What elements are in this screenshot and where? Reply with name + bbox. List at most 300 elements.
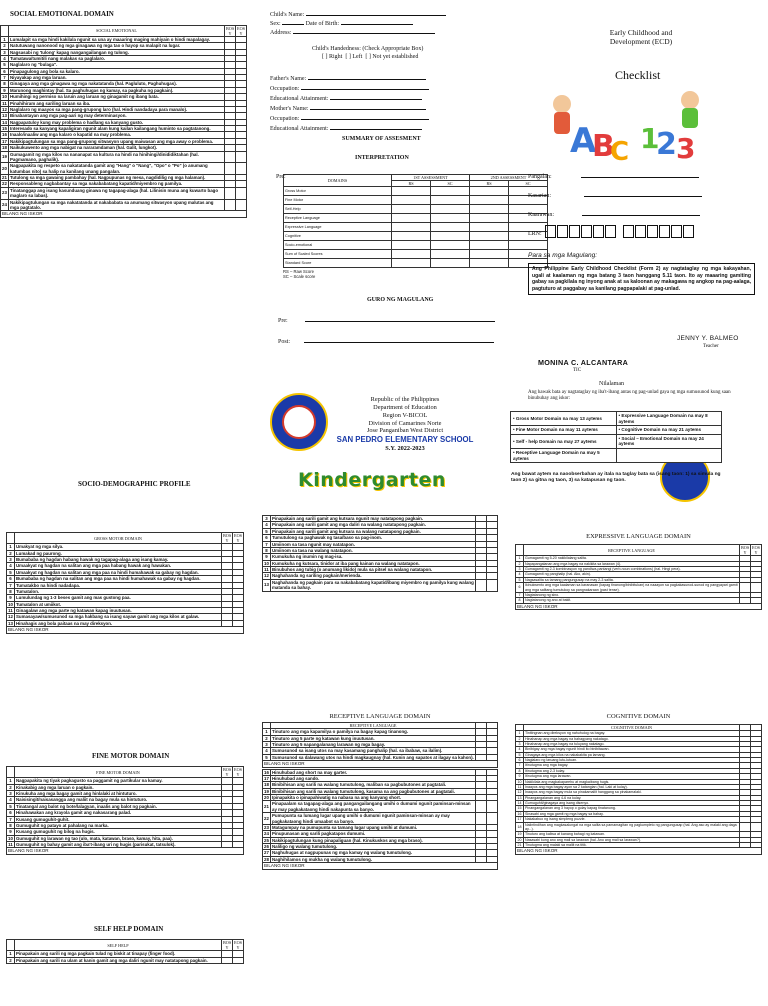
item-text: Naghuhugas at nagpupunas ng mga kamay ng walang tumutulong. [271, 850, 476, 856]
item-text: Hinahawakan ang krayola gamit ang nakasarang palad. [15, 810, 222, 816]
para-magulang: Para sa mga Magulang: [528, 252, 598, 259]
score-cell[interactable] [470, 232, 509, 241]
item-text: Humihingi ng permiso na laruin ang laruan ng ginagamit ng ibang bata. [9, 94, 225, 100]
bos-checkbox[interactable] [225, 163, 236, 175]
item-text: Gumagamit ng 5-20 nakikilalang salita. [524, 556, 740, 561]
svg-text:C: C [610, 137, 630, 162]
item-number: 2 [7, 550, 15, 556]
item-number: 4 [263, 522, 271, 528]
eos-checkbox[interactable] [236, 151, 247, 163]
score-cell[interactable] [470, 241, 509, 250]
item-text: Responsableng nagbabantay sa mga nakababatang kapatid/miyembro ng pamilya. [9, 181, 225, 187]
item-text: Ipinapakita o ipinapahiwatig na nabasa na ang kanyang short. [271, 795, 476, 801]
summary-row [284, 232, 548, 241]
father-education-field[interactable] [330, 99, 422, 100]
score-cell[interactable] [431, 232, 470, 241]
expressive-title: EXPRESSIVE LANGUAGE DOMAIN [586, 533, 691, 540]
score-cell[interactable] [431, 259, 470, 268]
summary-title: SUMMARY OF ASSESMENT [342, 136, 421, 142]
item-number: 19 [1, 151, 9, 163]
eos-checkbox[interactable] [751, 822, 762, 832]
bosy-header: BOS Y [223, 940, 232, 951]
lrn-digit-box[interactable] [683, 225, 694, 238]
item-number: 3 [7, 791, 15, 797]
score-cell[interactable] [431, 187, 470, 196]
eos-checkbox[interactable] [233, 620, 244, 626]
lrn-digit-box[interactable] [581, 225, 592, 238]
mother-occupation-field[interactable] [301, 119, 429, 120]
eosy-header: EOS Y [752, 545, 760, 556]
item-text: Hinuhubad ang short na may garter. [271, 769, 476, 775]
score-cell[interactable] [392, 250, 431, 259]
item-text: Kinukuha ang mga bagay gamit ang hinlalaki at hintuturo. [15, 791, 222, 797]
mothers-name-label: Mother's Name: [270, 106, 309, 112]
item-number: 11 [8, 608, 13, 613]
summary-domain: Standard Score [284, 259, 392, 268]
item-number: 9 [1, 87, 9, 93]
post-signature-label: Post: [278, 339, 291, 345]
receptive-footer: BILANG NG ISKOR [262, 761, 498, 768]
table-row [7, 842, 244, 848]
eos-checkbox[interactable] [487, 856, 498, 862]
item-text: Nagpapatuloy kung may problema o hadlang sa kanyang gusto. [9, 119, 225, 125]
item-text: Sinasabi ang mga gamit ng mga bagay sa bahay. [524, 811, 740, 816]
item-text: Nagsasabi ng 'tulong' kapag nangangailangan ng tulong. [9, 49, 225, 55]
bos-checkbox[interactable] [225, 151, 236, 163]
item-number: 3 [516, 567, 524, 572]
hand-right-checkbox[interactable]: [ ] Right [322, 54, 343, 60]
item-number: 5 [263, 754, 271, 760]
item-text: Naghahanda ng sariling pagkain/merienda. [271, 573, 476, 579]
eos-checkbox[interactable] [487, 754, 498, 760]
item-text: Hinuhubad ang sando. [271, 775, 476, 781]
score-cell[interactable] [392, 196, 431, 205]
score-cell[interactable] [431, 214, 470, 223]
item-number: 3 [7, 557, 15, 563]
bosy-header: BOS Y [226, 25, 235, 36]
father-occupation-field[interactable] [301, 89, 429, 90]
item-number: 18 [2, 145, 7, 151]
item-number: 15 [517, 806, 522, 811]
pre-signature-field[interactable] [305, 321, 495, 322]
lrn-digit-box[interactable] [659, 225, 670, 238]
item-text: Gumuguhit ng patayo at pahalang na marka. [15, 822, 222, 828]
fine-motor-table [6, 766, 244, 848]
score-cell[interactable] [392, 259, 431, 268]
item-text: Bumababa ng hagdan habang hawak ng tagapag-alaga ang isang kamay. [15, 557, 222, 563]
item-text: Umakyat ng mga silya. [15, 544, 222, 550]
gross-footer: BILANG NG ISKOR [6, 627, 244, 634]
domain-count-cell [511, 426, 617, 435]
table-row [1, 36, 247, 42]
mothers-name-field[interactable] [310, 109, 426, 110]
item-text: Nagsasalita sa tamang pangungusap na may 2-3 salita. [524, 577, 740, 582]
domain-count-cell [616, 412, 722, 426]
table-row [1, 199, 247, 211]
eos-checkbox[interactable] [487, 579, 498, 591]
score-cell[interactable] [470, 259, 509, 268]
para-text-box: Ang Philippine Early Childhood Checklist (Form 2) ay nagtataglay ng mga kakayahan, ugali at kaalaman ng mga batang 3 taon hanggang 5.11 taon. Ito ay maaaring gamiting gabay sa pagkilala ng inyong anak at sa kaloonan ay makagawa ng angkop na pag-aalaga, pagtuturo at paggabay sa kanilang pagpapalaki at pag-unlad. [528, 263, 755, 295]
score-cell[interactable] [392, 232, 431, 241]
bos-checkbox[interactable] [476, 754, 487, 760]
item-number: 21 [263, 801, 271, 813]
score-cell[interactable] [431, 196, 470, 205]
lrn-boxes[interactable] [545, 225, 695, 238]
item-number: 18 [264, 782, 269, 788]
score-cell[interactable] [431, 250, 470, 259]
pangalan-field[interactable] [581, 177, 699, 178]
receptive-header: RECEPTIVE LANGUAGE [271, 723, 476, 729]
domain-count-text: Expressive Language Domain na may 8 aytems [618, 413, 708, 424]
item-number: 17 [517, 817, 522, 822]
item-text: Tumatawa/tumitili nang malakas sa paglalaro. [9, 55, 225, 61]
item-text: Umaakyat ng hagdan na salitan ang mga paa habang hawak ang hawakan. [15, 563, 222, 569]
self-help-panel [6, 939, 244, 964]
summary-row [284, 223, 548, 232]
second-assessment-header: 2ND ASSESSMENT [470, 175, 548, 181]
item-text: Tinuturo ang kaliwa at kanang bahagi ng katawan. [524, 832, 740, 837]
score-cell[interactable] [470, 214, 509, 223]
item-number: 8 [263, 547, 271, 553]
item-text: Gumagamit ng mga kilos na nananapat sa kultura na hindi na hinihingi/dinididiktahan (hal. Pagmamano, paghalik). [9, 151, 225, 163]
item-text: Kumukuha ng kutsara, tinidor at iba pang kainan na walang natatapon. [271, 560, 476, 566]
item-number: 11 [2, 100, 7, 106]
score-cell[interactable] [431, 223, 470, 232]
score-cell[interactable] [431, 241, 470, 250]
rs-header: RS [392, 181, 431, 187]
item-number: 4 [7, 563, 15, 569]
item-text: Gumuguhit ng larawan ng tao (ulo, mata, katawan, braso, kamay, hita, paa). [15, 835, 222, 841]
svg-text:1: 1 [640, 122, 660, 155]
item-text: Pinangangalanan ang 4-6 na kulay. [524, 795, 740, 800]
item-text: Naiintindihan ang magkasalungat na mga salita sa pamamagitan ng pagkumpleto ng pangungusap (hal. Ang aso ay malaki ang daga ay...). [524, 822, 740, 832]
lrn-digit-box[interactable] [569, 225, 580, 238]
bullet-icon: • [618, 427, 622, 433]
item-text: Kinakabig ang mga laruan o pagkain. [15, 784, 222, 790]
domain-count-table [510, 411, 722, 463]
school-header [300, 396, 510, 453]
item-text: Natutuwang nanonood ng mga ginagawa ng mga tao o hayop sa malapit na lugar. [9, 43, 225, 49]
bosy-header: BOS Y [741, 545, 750, 556]
item-number: 2 [263, 735, 271, 741]
item-text: Sumusunod sa isang utos na may kasamang panghalip (hal. sa ibabaw, sa ilalim). [271, 748, 476, 754]
summary-row [284, 187, 548, 196]
rs-note: RS – Raw Score [283, 269, 314, 275]
bos-checkbox[interactable] [740, 843, 751, 848]
self-help-cont2-table [262, 769, 498, 864]
item-number: 6 [7, 576, 15, 582]
domain-count-cell [616, 426, 722, 435]
table-row [1, 163, 247, 175]
rs-header: RS [470, 181, 509, 187]
item-text: Pinapakain ang sarili gamit ang kutsara ngunit may natatapong pagkain. [271, 516, 476, 522]
eos-checkbox[interactable] [236, 187, 247, 199]
item-number: 5 [7, 803, 15, 809]
lrn-digit-box[interactable] [647, 225, 658, 238]
item-text: Naghahanda ng pagkain para sa nakababatang kapatid/ibang miyembro ng pamilya kung walang matanda sa bahay. [272, 579, 474, 591]
domain-count-cell [511, 434, 617, 448]
score-cell[interactable] [470, 205, 509, 214]
eos-checkbox[interactable] [487, 813, 498, 825]
item-number: 13 [517, 795, 522, 800]
item-text: Tinuturo ang mga kapamilya o pamilya na bagay kapag tinanong. [271, 729, 476, 735]
table-row [7, 620, 244, 626]
score-cell[interactable] [392, 214, 431, 223]
summary-row [284, 214, 548, 223]
score-cell[interactable] [392, 205, 431, 214]
score-cell[interactable] [392, 187, 431, 196]
item-number: 13 [263, 579, 271, 591]
bos-checkbox[interactable] [740, 822, 751, 832]
item-text: Tinuturo ang 5 napangalanang larawan ng mga bagay. [271, 741, 476, 747]
score-cell[interactable] [431, 205, 470, 214]
item-number: 5 [263, 528, 271, 534]
fathers-name-label: Father's Name: [270, 76, 307, 82]
bullet-icon: • [513, 438, 516, 444]
lrn-digit-box[interactable] [593, 225, 604, 238]
domain-count-cell [511, 412, 617, 426]
item-text: Pinangangalanan ang 3 hayop o gulay kapag tinatanong. [524, 806, 740, 811]
table-row [1, 126, 247, 132]
item-number: 19 [517, 832, 522, 837]
item-text: Hinahanap ang mga bagay na tuluyang nakatago. [524, 741, 740, 746]
lrn-digit-box[interactable] [635, 225, 646, 238]
item-number: 7 [7, 816, 15, 822]
lrn-digit-box[interactable] [605, 225, 616, 238]
item-number: 2 [516, 561, 524, 566]
score-cell[interactable] [470, 187, 509, 196]
kasarian-field[interactable] [584, 196, 702, 197]
bosy-header: BOS Y [223, 767, 232, 778]
table-row [516, 843, 762, 848]
cognitive-panel [515, 724, 762, 855]
domain-count-text: Gross Motor Domain na may 13 aytems [515, 415, 602, 421]
eosy-header: EOS Y [234, 767, 242, 778]
item-number: 4 [516, 747, 524, 752]
summary-domain: Expressive Language [284, 223, 392, 232]
eosy-header: EOS Y [234, 533, 242, 544]
eos-checkbox[interactable] [751, 583, 762, 593]
item-text: Nasasabi kung ano ang mali sa larawan (hal. Ano ang mali sa larawan?). [524, 837, 740, 842]
bos-checkbox[interactable] [740, 583, 751, 593]
item-text: Pinapakain ang sarili gamit ang kutsara na walang natatapong pagkain. [271, 528, 476, 534]
item-text: Binibihisan ang sarili na walang tumutulong, kasama na ang pagbubutones at pagtatali. [271, 788, 476, 794]
hand-left-checkbox[interactable]: [ ] Left [345, 54, 363, 60]
deped-text: Department of Education [373, 403, 437, 411]
social-footer: BILANG NG ISKOR [0, 211, 247, 218]
lrn-digit-box[interactable] [623, 225, 634, 238]
mother-education-field[interactable] [330, 129, 422, 130]
receptive-table [262, 722, 498, 761]
eos-checkbox[interactable] [236, 163, 247, 175]
score-cell[interactable] [392, 223, 431, 232]
item-number: 7 [516, 592, 524, 597]
item-text: Binibihisan ang sarili na walang tumutulong, maliban sa pagbubutones at pagtatali. [271, 782, 476, 788]
domain-count-row [511, 426, 722, 435]
table-row [1, 187, 247, 199]
bosy-header: BOS Y [223, 533, 232, 544]
item-number: 7 [1, 75, 9, 81]
item-number: 20 [517, 837, 522, 842]
item-text: Naghihilamos ng mukha ng walang tumutulong. [271, 856, 476, 862]
item-text: Nagtatanong ng sino. [524, 592, 740, 597]
address-field[interactable] [293, 33, 435, 34]
item-text: Kusang gumuguhit ng bilog na hugis. [15, 829, 222, 835]
item-number: 4 [516, 572, 524, 577]
post-signature-field[interactable] [304, 342, 494, 343]
hand-none-checkbox[interactable]: [ ] Not yet established [365, 54, 419, 60]
self-help-table [6, 939, 244, 964]
score-cell[interactable] [470, 196, 509, 205]
bos-checkbox[interactable] [222, 620, 233, 626]
bos-checkbox[interactable] [740, 598, 751, 603]
item-text: Sumusunod sa dalawang utos na hindi magkaugnay (hal. Kunin ang sapatos at ilagay sa kahon). [272, 754, 474, 760]
item-number: 12 [8, 614, 13, 620]
item-number: 6 [263, 535, 271, 541]
item-text: Ginagaya ang mga ginagawa ng mga nakatatanda (hal. Pagluluto, Paghuhugas). [9, 81, 225, 87]
summary-row [284, 196, 548, 205]
item-number: 11 [8, 842, 13, 847]
guro-label: GURO NG MAGULANG [367, 297, 434, 303]
fathers-name-field[interactable] [308, 79, 426, 80]
eos-checkbox[interactable] [233, 842, 244, 848]
item-text: Lumakad ng paurong. [15, 550, 222, 556]
sex-label: Sex: [270, 21, 281, 27]
item-text: Gumuguhit ng bahay gamit ang iba't-ibang uri ng hugis (parisukat, tatsulok). [15, 842, 222, 848]
item-number: 5 [516, 577, 524, 582]
item-text: Inaalo/inaaliw ang mga kalaro o kapatid na may problema. [9, 132, 225, 138]
fine-header: FINE MOTOR DOMAIN [15, 767, 222, 778]
bos-checkbox[interactable] [476, 801, 487, 813]
domain-count-text: Social – Emotional Domain na may 24 aytems [618, 435, 704, 447]
child-name-field[interactable] [306, 15, 446, 16]
item-text: Interesado sa kanyang kapaligiran ngunit alam kung kailan kailangang huminto sa pagtatanong. [9, 126, 225, 132]
item-number: 2 [7, 957, 15, 963]
item-number: 9 [7, 829, 15, 835]
bullet-icon: • [618, 435, 622, 441]
eosy-header: EOS Y [234, 940, 242, 951]
item-number: 21 [517, 843, 522, 847]
item-number: 13 [8, 620, 13, 626]
lrn-digit-box[interactable] [671, 225, 682, 238]
item-text: Pinapakain ang sarili ng mga pagkain tulad ng biskit at tinapay (finger food). [15, 951, 222, 957]
bos-checkbox[interactable] [225, 187, 236, 199]
item-text: Pinapakain ang sarili na ulam at kanin gamit ang mga daliri ngunit may natatapong pagkain. [15, 957, 222, 963]
item-number: 6 [516, 583, 524, 593]
bullet-icon: • [618, 413, 622, 418]
bos-checkbox[interactable] [476, 813, 487, 825]
dob-field[interactable] [341, 24, 413, 25]
expressive-table [515, 544, 762, 604]
sex-field[interactable] [282, 24, 304, 25]
item-number: 1 [516, 556, 524, 561]
item-number: 13 [2, 113, 7, 119]
item-text: Tumatalon at umiikot. [15, 601, 222, 607]
self-help-cont-panel [262, 515, 498, 592]
bos-checkbox[interactable] [476, 856, 487, 862]
eos-checkbox[interactable] [751, 598, 762, 603]
score-cell[interactable] [392, 241, 431, 250]
social-emotional-panel [0, 10, 247, 218]
kaarawan-label: Kaarawan: [528, 212, 554, 218]
item-text: Nakikipagtulungan sa mga pang-grupong sitwasyon upang maiwasan ang mga away o problema. [9, 138, 225, 144]
lrn-digit-box[interactable] [545, 225, 556, 238]
item-text: Tinitingnan ang direksyon ng nahuhulog na bagay. [524, 731, 740, 736]
summary-domain: Gross Motor [284, 187, 392, 196]
domain-count-cell [511, 448, 617, 462]
item-number: 19 [264, 788, 269, 794]
bos-checkbox[interactable] [222, 842, 233, 848]
domain-count-row [511, 412, 722, 426]
receptive-panel [262, 722, 498, 870]
score-cell[interactable] [509, 241, 548, 250]
address-label: Address: [270, 30, 292, 36]
item-number: 8 [7, 588, 15, 594]
item-text: Napapangalanan ang mga bagay na nakikita sa larawan (4). [524, 561, 740, 566]
item-number: 8 [7, 822, 15, 828]
kaarawan-field[interactable] [582, 215, 700, 216]
cognitive-table [515, 724, 762, 848]
summary-domain: Self-Help [284, 205, 392, 214]
bos-checkbox[interactable] [225, 199, 236, 211]
item-number: 4 [263, 748, 271, 754]
item-number: 1 [7, 544, 15, 550]
item-number: 28 [264, 856, 269, 862]
eos-checkbox[interactable] [487, 801, 498, 813]
item-number: 26 [264, 844, 269, 850]
table-row [263, 801, 498, 813]
eos-checkbox[interactable] [236, 199, 247, 211]
kids-letters-icon [548, 84, 708, 162]
item-number: 9 [516, 774, 524, 779]
item-number: 23 [1, 187, 9, 199]
eos-checkbox[interactable] [233, 957, 244, 963]
item-number: 2 [1, 43, 9, 49]
item-text: Naglalaro ng "bulaga". [9, 62, 225, 68]
item-number: 22 [263, 813, 271, 825]
checklist-title: Checklist [615, 68, 661, 82]
bos-checkbox[interactable] [222, 957, 233, 963]
score-cell[interactable] [470, 223, 509, 232]
svg-text:B: B [592, 129, 615, 162]
district-text: Jose Panganiban West District [366, 427, 444, 435]
cognitive-title: COGNITIVE DOMAIN [606, 713, 671, 720]
item-text: Binubuhos ang tubig (o anumang likido) mula sa pitsel na walang natatapon. [271, 567, 476, 573]
item-text: Gumagamit ng 2-3 kombinasyon ng pandiwa-pantangi (verb-noun combinations) (hal. Hingi pera). [524, 567, 740, 572]
lrn-digit-box[interactable] [557, 225, 568, 238]
score-cell[interactable] [470, 250, 509, 259]
school-name: SAN PEDRO ELEMENTARY SCHOOL [336, 435, 474, 445]
item-text: Pinapakain ang sarili gamit ang mga daliri na walang natatapong pagkain. [271, 522, 476, 528]
handedness-label: Child's Handedness: (Check Appropriate Box) [312, 46, 424, 52]
item-text: Pumupunta sa lumang lugar upang umihi o dumumi ngunit paminsan-minsan ay may pagkakataong hindi umaabot sa banyo. [271, 813, 476, 825]
table-row [1, 151, 247, 163]
item-text: Matagumpay na pumupunta sa tamang lugar upang umihi at dumumi. [271, 824, 476, 830]
item-text: Tinuturo ang 5 parte ng katawan kung inuutusan. [271, 735, 476, 741]
item-text: Ikinukwento ang mga kaalaman sa karanasan (kapag tinanong/binibitukan) na naaayon sa pagkakasunod-sunod ng pangyayari gamit ang mga salitang tumutukoy sa pangnakaraan (past tense). [525, 583, 738, 592]
item-number: 16 [2, 132, 7, 138]
gross-header: GROSS MOTOR DOMAIN [15, 533, 222, 544]
domain-count-row [511, 434, 722, 448]
item-text: Pinapagulong ang bola sa kalaro. [9, 68, 225, 74]
item-number: 24 [1, 199, 9, 211]
bos-checkbox[interactable] [476, 579, 487, 591]
school-year: S.Y. 2022-2023 [385, 445, 425, 453]
item-number: 25 [264, 837, 269, 843]
cognitive-header: COGNITIVE DOMAIN [524, 725, 740, 731]
item-number: 5 [516, 752, 524, 757]
eos-checkbox[interactable] [751, 843, 762, 848]
